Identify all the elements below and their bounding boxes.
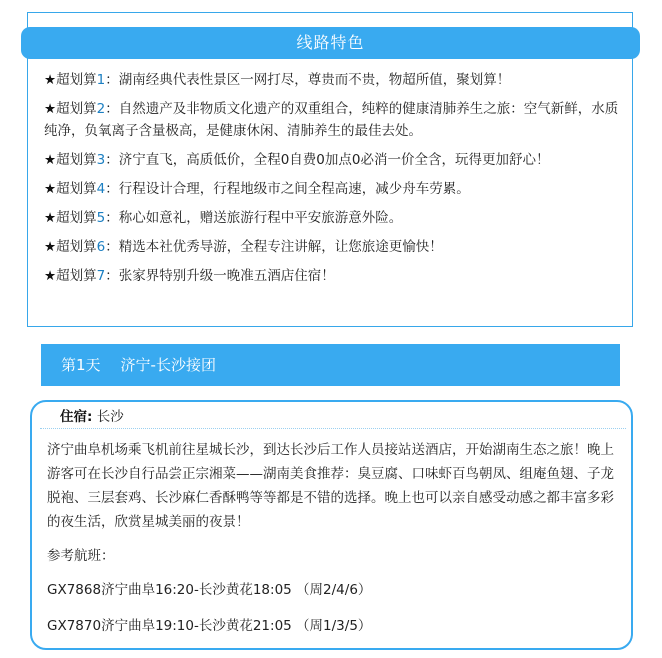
feature-label: 超划算 <box>56 268 97 284</box>
feature-item <box>44 236 624 258</box>
feature-text: ：自然遗产及非物质文化遗产的双重组合，纯粹的健康清肺养生之旅：空气新鲜，水质纯净，负氧离子含量极高，是健康休闲、清肺养生的最佳去处。 <box>44 101 619 139</box>
feature-number: 7 <box>96 268 106 284</box>
feature-item <box>44 69 624 91</box>
star-icon: ★ <box>44 239 57 255</box>
feature-text: ：湖南经典代表性景区一网打尽，尊贵而不贵，物超所值，聚划算！ <box>105 72 511 88</box>
star-icon: ★ <box>44 268 57 284</box>
feature-text: ：精选本社优秀导游，全程专注讲解，让您旅途更愉快！ <box>105 239 443 255</box>
flight-label: 参考航班： <box>47 548 115 564</box>
feature-number: 2 <box>96 101 106 117</box>
star-icon: ★ <box>44 72 57 88</box>
feature-text: ：济宁直飞，高质低价，全程0自费0加点0必消一价全含，玩得更加舒心！ <box>105 152 550 168</box>
feature-item <box>44 98 624 142</box>
feature-label: 超划算 <box>56 152 97 168</box>
feature-label: 超划算 <box>56 72 97 88</box>
feature-list <box>44 69 624 294</box>
features-title: 线路特色 <box>21 27 640 59</box>
feature-label: 超划算 <box>56 210 97 226</box>
star-icon: ★ <box>44 101 57 117</box>
flight-item: GX7870济宁曲阜19:10-长沙黄花21:05 （周1/3/5） <box>47 618 372 634</box>
feature-text: ：张家界特别升级一晚准五酒店住宿！ <box>105 268 335 284</box>
divider <box>40 428 626 429</box>
star-icon: ★ <box>44 152 57 168</box>
feature-label: 超划算 <box>56 239 97 255</box>
star-icon: ★ <box>44 181 57 197</box>
stay-info <box>60 407 124 427</box>
day-route: 济宁-长沙接团 <box>120 356 216 374</box>
feature-item <box>44 149 624 171</box>
feature-label: 超划算 <box>56 101 97 117</box>
stay-value: 长沙 <box>92 409 124 425</box>
stay-label: 住宿: <box>60 409 93 425</box>
feature-text: ：行程设计合理，行程地级市之间全程高速，减少舟车劳累。 <box>105 181 470 197</box>
feature-number: 5 <box>96 210 106 226</box>
feature-item <box>44 178 624 200</box>
feature-number: 3 <box>96 152 106 168</box>
feature-number: 6 <box>96 239 106 255</box>
day-banner <box>41 344 620 386</box>
feature-label: 超划算 <box>56 181 97 197</box>
feature-item <box>44 207 624 229</box>
feature-text: ：称心如意礼，赠送旅游行程中平安旅游意外险。 <box>105 210 403 226</box>
feature-item <box>44 265 624 287</box>
star-icon: ★ <box>44 210 57 226</box>
feature-number: 1 <box>96 72 106 88</box>
flight-item: GX7868济宁曲阜16:20-长沙黄花18:05 （周2/4/6） <box>47 582 372 598</box>
day-description: 济宁曲阜机场乘飞机前往星城长沙，到达长沙后工作人员接站送酒店，开始湖南生态之旅！晚上游客可在长沙自行品尝正宗湘菜——湖南美食推荐：臭豆腐、口味虾百鸟朝凤、组庵鱼翅、子龙脱袍、三层套鸡、长沙麻仁香酥鸭等等都是不错的选择。晚上也可以亲自感受动感之都丰富多彩的夜生活，欣赏星城美丽的夜景！ <box>47 442 614 530</box>
day-number: 第1天 <box>61 356 101 374</box>
feature-number: 4 <box>96 181 106 197</box>
